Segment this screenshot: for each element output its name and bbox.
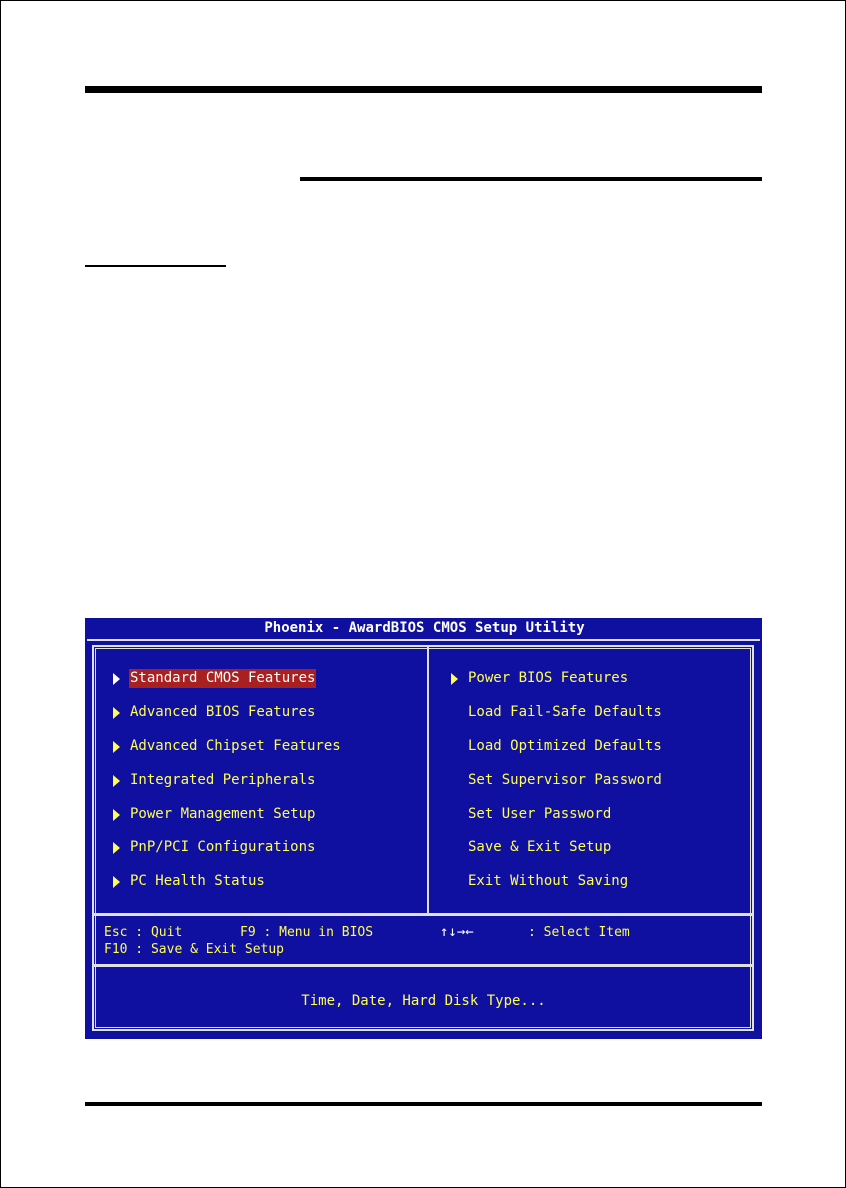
section-rule [300,177,762,181]
submenu-arrow-icon [113,842,120,854]
submenu-arrow-icon [113,809,120,821]
menu-item-label: Save & Exit Setup [468,839,612,855]
menu-item-label: Advanced Chipset Features [130,738,341,754]
arrow-keys-icon: ↑↓→← [440,924,474,940]
submenu-arrow-icon [113,673,120,685]
help-f9-menu: F9 : Menu in BIOS [240,925,374,940]
submenu-arrow-icon [113,707,120,719]
header-rule [85,86,762,93]
title-divider [87,639,760,641]
item-help-status: Time, Date, Hard Disk Type... [301,993,546,1009]
help-f10-save-exit: F10 : Save & Exit Setup [104,942,285,957]
menu-item-label: PnP/PCI Configurations [130,839,316,855]
subsection-rule [85,265,226,267]
menu-item-label: PC Health Status [130,873,265,889]
submenu-arrow-icon [113,775,120,787]
menu-item-label: Power Management Setup [130,806,316,822]
menu-item-label: Power BIOS Features [468,670,629,686]
submenu-arrow-icon [113,741,120,753]
menu-item-label: Set Supervisor Password [468,772,662,788]
menu-item-label: Exit Without Saving [468,873,629,889]
submenu-arrow-icon [113,876,120,888]
menu-item-label: Load Fail-Safe Defaults [468,704,662,720]
menu-item-label: Load Optimized Defaults [468,738,662,754]
status-divider [92,964,754,967]
bios-screenshot [85,618,762,1039]
menu-item-label: Integrated Peripherals [130,772,316,788]
help-divider [92,913,754,916]
menu-item-label: Advanced BIOS Features [130,704,316,720]
footer-rule [85,1102,762,1106]
submenu-arrow-icon [451,673,458,685]
menu-item-label: Standard CMOS Features [130,670,316,686]
bios-title: Phoenix - AwardBIOS CMOS Setup Utility [87,618,762,639]
help-esc-quit: Esc : Quit [104,925,183,940]
menu-column-divider [427,645,429,915]
menu-item-label: Set User Password [468,806,612,822]
help-select-item: : Select Item [528,925,630,940]
